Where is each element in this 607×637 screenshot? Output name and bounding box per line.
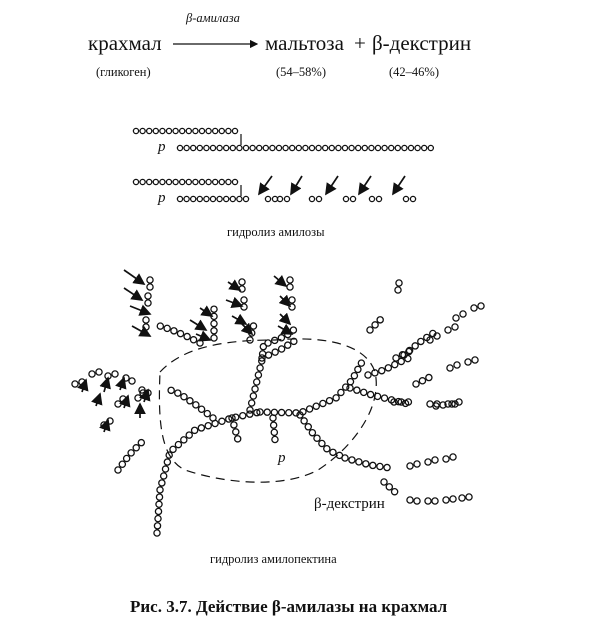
glucose-unit	[342, 455, 348, 461]
glucose-unit	[351, 373, 357, 379]
glucose-unit	[173, 179, 178, 184]
glucose-unit	[349, 145, 354, 150]
glucose-unit	[198, 406, 204, 412]
glucose-unit	[265, 196, 270, 201]
glucose-unit	[333, 395, 339, 401]
glucose-unit	[255, 372, 261, 378]
glucose-unit	[177, 196, 182, 201]
glucose-unit	[224, 145, 229, 150]
cleavage-arrow	[96, 394, 100, 406]
glucose-unit	[284, 196, 289, 201]
glucose-unit	[465, 359, 471, 365]
glucose-unit	[358, 360, 364, 366]
glucose-unit	[191, 196, 196, 201]
glucose-unit	[350, 196, 355, 201]
glucose-unit	[210, 145, 215, 150]
glucose-unit	[219, 179, 224, 184]
glucose-unit	[89, 371, 95, 377]
glucose-unit	[285, 342, 291, 348]
glucose-unit	[369, 145, 374, 150]
glucose-unit	[392, 489, 398, 495]
glucose-unit	[175, 390, 181, 396]
glucose-unit	[396, 280, 402, 286]
glucose-unit	[410, 196, 415, 201]
glucose-unit	[156, 501, 162, 507]
glucose-unit	[367, 327, 373, 333]
glucose-unit	[166, 179, 171, 184]
glucose-unit	[191, 145, 196, 150]
cleavage-arrow	[359, 176, 371, 194]
glucose-unit	[356, 145, 361, 150]
glucose-unit	[160, 128, 165, 133]
glucose-unit	[211, 335, 217, 341]
glucose-unit	[263, 145, 268, 150]
glucose-unit	[243, 196, 248, 201]
glucose-unit	[276, 145, 281, 150]
amylose-chains	[133, 128, 433, 201]
glucose-unit	[272, 436, 278, 442]
glucose-unit	[369, 196, 374, 201]
plus-sign: +	[354, 31, 366, 55]
glucose-unit	[283, 145, 288, 150]
glucose-unit	[155, 516, 161, 522]
glucose-unit	[425, 459, 431, 465]
glucose-unit	[175, 441, 181, 447]
glucose-unit	[154, 523, 160, 529]
glucose-unit	[320, 400, 326, 406]
glucose-unit	[418, 338, 424, 344]
glucose-unit	[330, 449, 336, 455]
glucose-unit	[133, 445, 139, 451]
glucose-unit	[361, 389, 367, 395]
glucose-unit	[190, 337, 196, 343]
glucose-unit	[205, 423, 211, 429]
glucose-unit	[287, 277, 293, 283]
glucose-unit	[349, 457, 355, 463]
cleavage-arrow	[232, 316, 246, 324]
substrate-label: крахмал	[88, 31, 162, 55]
glucose-unit	[204, 196, 209, 201]
glucose-unit	[237, 196, 242, 201]
cleavage-arrow	[82, 380, 86, 392]
glucose-unit	[112, 371, 118, 377]
glucose-unit	[415, 145, 420, 150]
glucose-unit	[422, 145, 427, 150]
glucose-unit	[303, 145, 308, 150]
glucose-unit	[414, 461, 420, 467]
glucose-unit	[324, 446, 330, 452]
glucose-unit	[450, 454, 456, 460]
glucose-unit	[241, 304, 247, 310]
glucose-unit	[143, 324, 149, 330]
glucose-unit	[471, 305, 477, 311]
glucose-unit	[164, 459, 170, 465]
glucose-unit	[265, 340, 271, 346]
glucose-unit	[278, 409, 284, 415]
glucose-unit	[193, 179, 198, 184]
cleavage-arrow	[200, 308, 212, 316]
glucose-unit	[432, 498, 438, 504]
glucose-unit	[338, 389, 344, 395]
glucose-unit	[452, 324, 458, 330]
glucose-unit	[115, 401, 121, 407]
cleavage-arrow	[132, 326, 150, 336]
glucose-unit	[231, 422, 237, 428]
glucose-unit	[319, 440, 325, 446]
glucose-unit	[377, 463, 383, 469]
glucose-unit	[432, 457, 438, 463]
glucose-unit	[184, 196, 189, 201]
glucose-unit	[466, 494, 472, 500]
glucose-unit	[171, 328, 177, 334]
glucose-unit	[186, 179, 191, 184]
glucose-unit	[407, 463, 413, 469]
glucose-unit	[445, 327, 451, 333]
glucose-unit	[206, 128, 211, 133]
glucose-unit	[157, 487, 163, 493]
glucose-unit	[217, 145, 222, 150]
glucose-unit	[211, 321, 217, 327]
glucose-unit	[249, 400, 255, 406]
glucose-unit	[145, 293, 151, 299]
glucose-unit	[379, 368, 385, 374]
cleavage-arrow	[259, 176, 272, 194]
glucose-unit	[170, 446, 176, 452]
glucose-unit	[197, 340, 203, 346]
glucose-unit	[235, 436, 241, 442]
glucose-unit	[362, 145, 367, 150]
glucose-unit	[316, 196, 321, 201]
glucose-unit	[381, 395, 387, 401]
glucose-unit	[247, 337, 253, 343]
glucose-unit	[279, 346, 285, 352]
glucose-unit	[329, 145, 334, 150]
glucose-unit	[187, 398, 193, 404]
glucose-unit	[443, 456, 449, 462]
glucose-unit	[372, 322, 378, 328]
glucose-unit	[147, 277, 153, 283]
glucose-unit	[140, 179, 145, 184]
glucose-unit	[193, 128, 198, 133]
glucose-unit	[181, 437, 187, 443]
glucose-unit	[426, 374, 432, 380]
glucose-unit	[199, 179, 204, 184]
glucose-unit	[313, 403, 319, 409]
cleavage-arrow	[104, 378, 108, 392]
glucose-unit	[326, 398, 332, 404]
cleavage-arrow	[274, 276, 286, 286]
glucose-unit	[393, 355, 399, 361]
glucose-unit	[197, 196, 202, 201]
glucose-unit	[252, 386, 258, 392]
glucose-unit	[408, 145, 413, 150]
glucose-unit	[376, 196, 381, 201]
cleavage-arrow	[196, 334, 210, 340]
glucose-unit	[264, 409, 270, 415]
glucose-unit	[232, 179, 237, 184]
glucose-unit	[363, 461, 369, 467]
glucose-unit	[309, 196, 314, 201]
amylose-reducing-end-2: p	[158, 190, 166, 206]
cleavage-arrow	[226, 300, 242, 306]
glucose-unit	[381, 479, 387, 485]
glucose-unit	[309, 145, 314, 150]
glucose-unit	[271, 422, 277, 428]
cleavage-arrow	[291, 176, 302, 194]
glucose-unit	[459, 495, 465, 501]
glucose-unit	[204, 411, 210, 417]
glucose-unit	[153, 128, 158, 133]
amylose-reducing-end-1: p	[158, 139, 166, 155]
glucose-unit	[428, 145, 433, 150]
glucose-unit	[173, 128, 178, 133]
glucose-unit	[157, 323, 163, 329]
glucose-unit	[290, 145, 295, 150]
glucose-unit	[243, 145, 248, 150]
glucose-unit	[147, 128, 152, 133]
glucose-unit	[232, 128, 237, 133]
glucose-unit	[250, 145, 255, 150]
cleavage-arrow	[120, 378, 124, 390]
glucose-unit	[389, 145, 394, 150]
glucose-unit	[395, 287, 401, 293]
glucose-unit	[355, 366, 361, 372]
glucose-unit	[206, 179, 211, 184]
amylose-hydrolysis-label: гидролиз амилозы	[227, 225, 325, 239]
glucose-unit	[306, 406, 312, 412]
glucose-unit	[250, 323, 256, 329]
glucose-unit	[254, 379, 260, 385]
glucose-unit	[478, 303, 484, 309]
cleavage-arrow	[326, 176, 338, 194]
glucose-unit	[395, 145, 400, 150]
glucose-unit	[155, 508, 161, 514]
glucose-unit	[147, 284, 153, 290]
glucose-unit	[403, 196, 408, 201]
glucose-unit	[233, 429, 239, 435]
glucose-unit	[115, 467, 121, 473]
glucose-unit	[247, 407, 253, 413]
glucose-unit	[180, 128, 185, 133]
glucose-unit	[237, 145, 242, 150]
product1-label: мальтоза	[265, 31, 344, 55]
glucose-unit	[301, 418, 307, 424]
glucose-unit	[198, 425, 204, 431]
glucose-unit	[427, 401, 433, 407]
glucose-unit	[210, 196, 215, 201]
glucose-unit	[161, 473, 167, 479]
glucose-unit	[384, 464, 390, 470]
glucose-unit	[140, 128, 145, 133]
glucose-unit	[425, 498, 431, 504]
glucose-unit	[370, 462, 376, 468]
cleavage-arrow	[393, 176, 405, 194]
glucose-unit	[257, 145, 262, 150]
glucose-unit	[365, 372, 371, 378]
glucose-unit	[211, 313, 217, 319]
glucose-unit	[153, 179, 158, 184]
cleavage-arrow	[124, 270, 144, 284]
product1-share: (54–58%)	[276, 65, 326, 79]
glucose-unit	[159, 480, 165, 486]
glucose-unit	[413, 381, 419, 387]
glucose-unit	[224, 196, 229, 201]
glucose-unit	[412, 343, 418, 349]
glucose-unit	[177, 331, 183, 337]
glucose-unit	[211, 328, 217, 334]
glucose-unit	[119, 461, 125, 467]
glucose-unit	[296, 145, 301, 150]
glucose-unit	[382, 145, 387, 150]
glucose-unit	[271, 429, 277, 435]
glucose-unit	[162, 466, 168, 472]
glucose-unit	[239, 279, 245, 285]
glucose-unit	[250, 393, 256, 399]
glucose-unit	[286, 410, 292, 416]
glucose-unit	[309, 430, 315, 436]
glucose-unit	[124, 455, 130, 461]
glucose-unit	[96, 369, 102, 375]
product2-share: (42–46%)	[389, 65, 439, 79]
glucose-unit	[336, 145, 341, 150]
glucose-unit	[181, 394, 187, 400]
glucose-unit	[211, 306, 217, 312]
glucose-unit	[287, 284, 293, 290]
glucose-unit	[290, 327, 296, 333]
glucose-unit	[210, 415, 216, 421]
glucose-unit	[213, 179, 218, 184]
glucose-unit	[414, 498, 420, 504]
amylopectin-tree	[72, 270, 484, 536]
glucose-unit	[241, 297, 247, 303]
glucose-unit	[120, 396, 126, 402]
glucose-unit	[323, 145, 328, 150]
cleavage-arrow	[228, 282, 240, 290]
glucose-unit	[204, 145, 209, 150]
glucose-unit	[289, 297, 295, 303]
glucose-unit	[443, 497, 449, 503]
glucose-unit	[407, 497, 413, 503]
glucose-unit	[180, 179, 185, 184]
glucose-unit	[272, 349, 278, 355]
glucose-unit	[230, 145, 235, 150]
amylopectin-hydrolysis-label: гидролиз амилопектина	[210, 552, 337, 566]
glucose-unit	[402, 145, 407, 150]
glucose-unit	[166, 128, 171, 133]
glucose-unit	[184, 333, 190, 339]
glucose-unit	[460, 311, 466, 317]
glucose-unit	[316, 145, 321, 150]
glucose-unit	[453, 315, 459, 321]
glucose-unit	[450, 496, 456, 502]
glucose-unit	[184, 145, 189, 150]
product2-label: β-декстрин	[372, 31, 472, 55]
glucose-unit	[377, 317, 383, 323]
glucose-unit	[138, 440, 144, 446]
glucose-unit	[147, 179, 152, 184]
glucose-unit	[133, 179, 138, 184]
glucose-unit	[257, 365, 263, 371]
glucose-unit	[154, 530, 160, 536]
glucose-unit	[226, 179, 231, 184]
glucose-unit	[226, 128, 231, 133]
glucose-unit	[347, 379, 353, 385]
cleavage-arrow	[190, 320, 206, 330]
glucose-unit	[354, 387, 360, 393]
glucose-unit	[177, 145, 182, 150]
enzyme-label: β-амилаза	[186, 11, 240, 25]
glucose-unit	[217, 196, 222, 201]
glucose-unit	[128, 450, 134, 456]
glucose-unit	[472, 357, 478, 363]
glucose-unit	[199, 128, 204, 133]
glucose-unit	[240, 413, 246, 419]
glucose-unit	[145, 300, 151, 306]
glucose-unit	[265, 352, 271, 358]
glucose-unit	[343, 196, 348, 201]
glucose-unit	[197, 145, 202, 150]
glucose-unit	[143, 317, 149, 323]
glucose-unit	[213, 128, 218, 133]
glucose-unit	[385, 365, 391, 371]
cleavage-arrow	[124, 288, 142, 300]
glucose-unit	[156, 494, 162, 500]
glucose-unit	[305, 424, 311, 430]
glucose-unit	[133, 128, 138, 133]
figure-caption: Рис. 3.7. Действие β-амилазы на крахмал	[130, 597, 448, 616]
glucose-unit	[367, 391, 373, 397]
glucose-unit	[347, 385, 353, 391]
glucose-unit	[186, 432, 192, 438]
glucose-unit	[314, 435, 320, 441]
glucose-unit	[219, 418, 225, 424]
beta-dextrin-label: β-декстрин	[314, 496, 385, 512]
glucose-unit	[135, 395, 141, 401]
glucose-unit	[386, 484, 392, 490]
glucose-unit	[419, 378, 425, 384]
glucose-unit	[72, 381, 78, 387]
glucose-unit	[219, 128, 224, 133]
glucose-unit	[160, 179, 165, 184]
glucose-unit	[164, 325, 170, 331]
glucose-unit	[270, 145, 275, 150]
glucose-unit	[447, 365, 453, 371]
glucose-unit	[375, 145, 380, 150]
cleavage-arrow	[130, 306, 150, 314]
glucose-unit	[129, 378, 135, 384]
glucose-unit	[168, 387, 174, 393]
amylopectin-reducing-end: p	[278, 450, 286, 466]
glucose-unit	[193, 402, 199, 408]
glucose-unit	[192, 427, 198, 433]
substrate-alt-label: (гликоген)	[96, 65, 151, 79]
cleavage-arrow	[280, 314, 290, 324]
glucose-unit	[186, 128, 191, 133]
glucose-unit	[356, 459, 362, 465]
glucose-unit	[230, 196, 235, 201]
glucose-unit	[392, 362, 398, 368]
glucose-unit	[342, 145, 347, 150]
glucose-unit	[454, 362, 460, 368]
